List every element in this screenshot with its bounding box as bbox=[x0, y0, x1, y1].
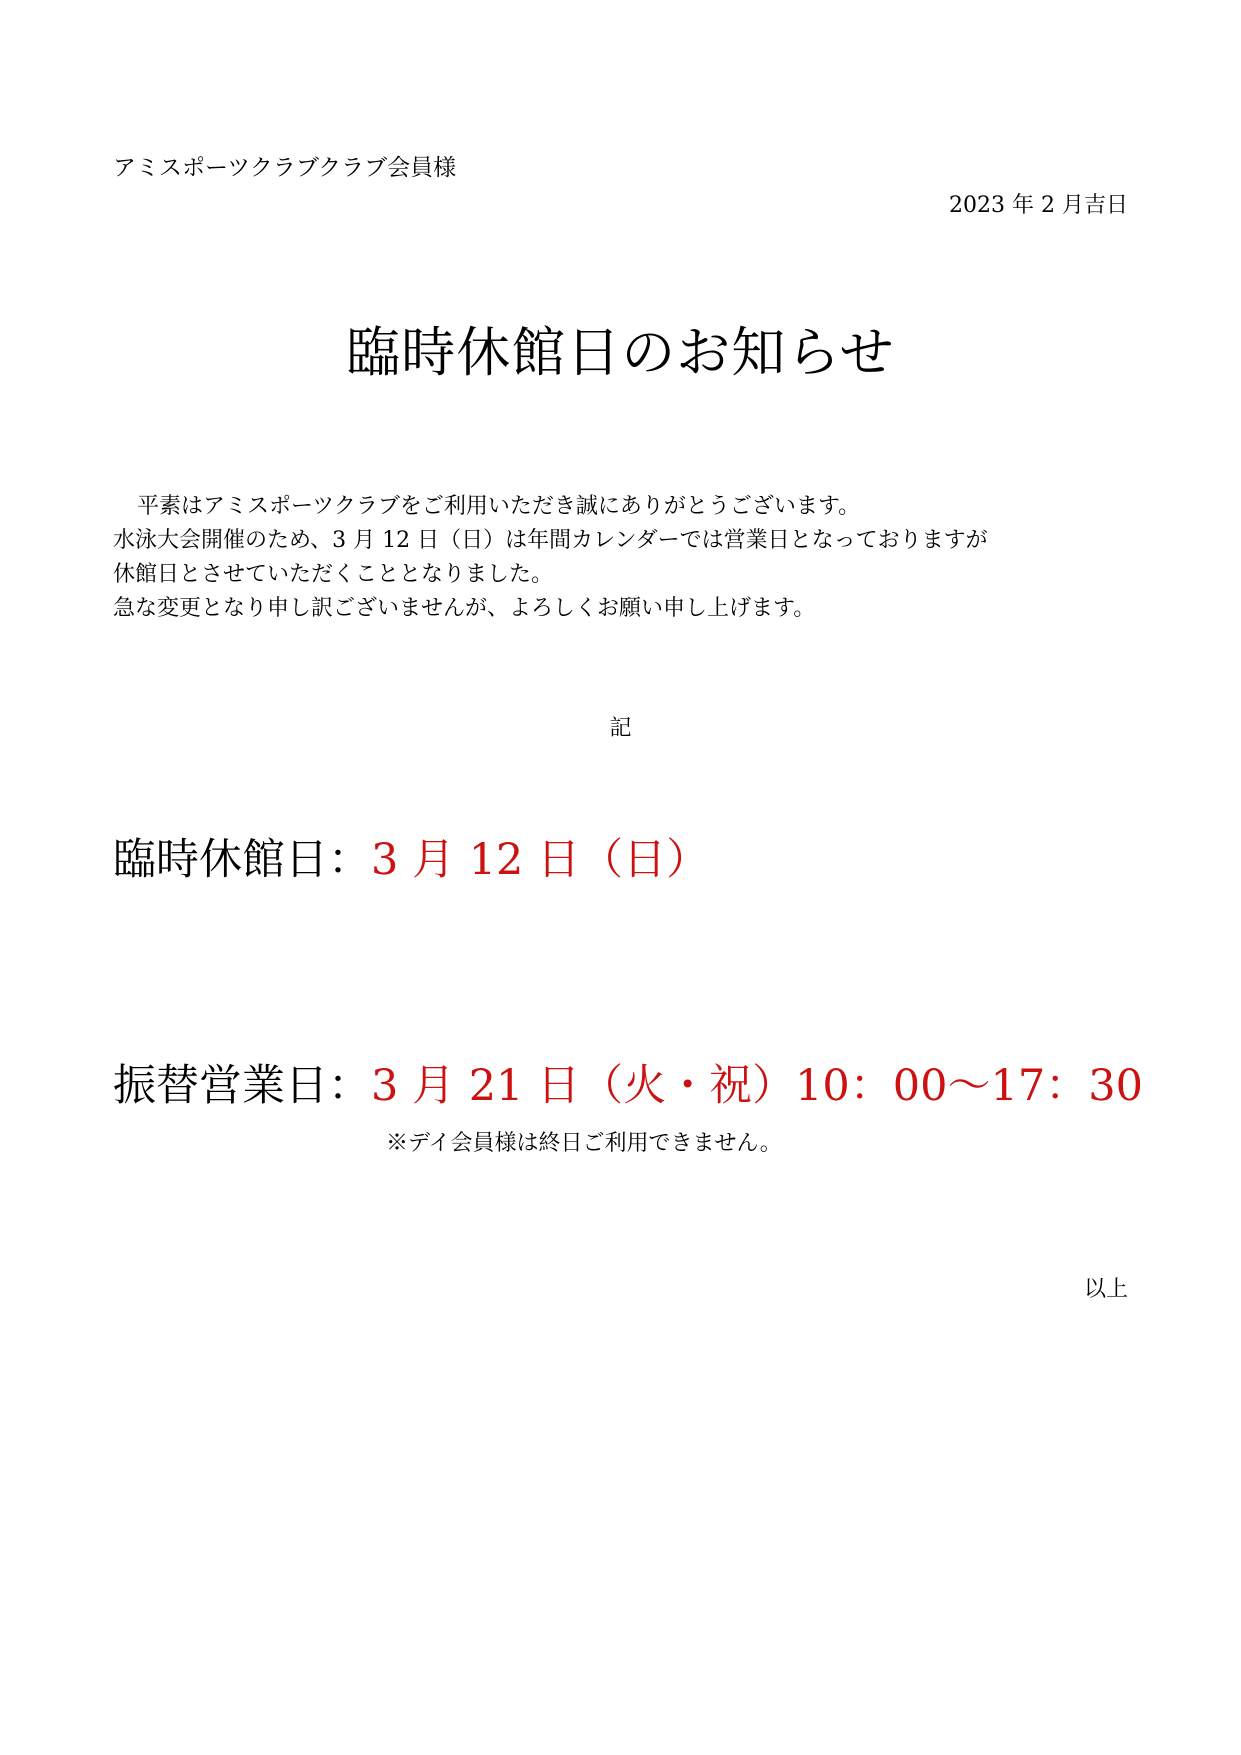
body-line-1: 平素はアミスポーツクラブをご利用いただき誠にありがとうございます。 bbox=[137, 494, 861, 519]
closure-row bbox=[113, 832, 709, 888]
body-text bbox=[113, 490, 988, 626]
body-line-2: 水泳大会開催のため、3 月 12 日（日）は年間カレンダーでは営業日となっておりますが bbox=[113, 528, 988, 553]
closing-mark: 以上 bbox=[1083, 1277, 1128, 1302]
closure-date: 3 月 12 日（日） bbox=[371, 835, 710, 885]
recipient: アミスポーツクラブクラブ会員様 bbox=[113, 155, 457, 181]
substitute-label: 振替営業日： bbox=[113, 1061, 371, 1111]
closure-label: 臨時休館日： bbox=[113, 835, 371, 885]
page-title: 臨時休館日のお知らせ bbox=[346, 321, 895, 384]
issue-date: 2023 年 2 月吉日 bbox=[949, 193, 1128, 218]
body-line-3: 休館日とさせていただくこととなりました。 bbox=[113, 562, 554, 587]
day-member-note: ※デイ会員様は終日ご利用できません。 bbox=[386, 1131, 782, 1156]
body-line-4: 急な変更となり申し訳ございませんが、よろしくお願い申し上げます。 bbox=[113, 596, 816, 621]
ki-heading: 記 bbox=[609, 716, 632, 741]
substitute-date: 3 月 21 日（火・祝）10：00～17：30 bbox=[371, 1061, 1143, 1111]
substitute-row bbox=[113, 1058, 1143, 1114]
